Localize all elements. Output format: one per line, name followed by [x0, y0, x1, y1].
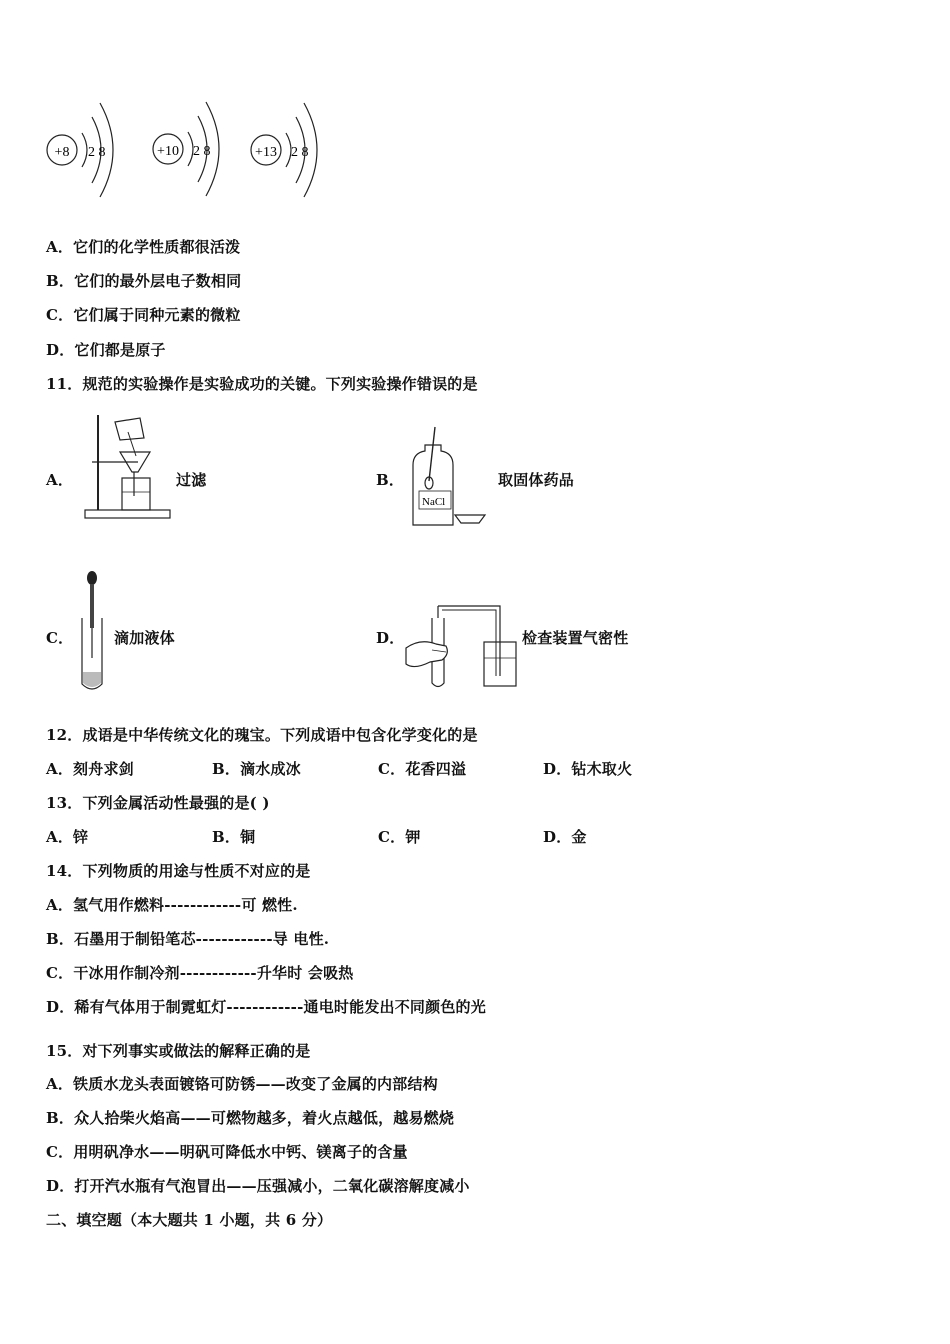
atom-diagram-neon: [153, 102, 219, 196]
q11-option-b-label: 取固体药品: [498, 471, 575, 489]
dropping-liquid-figure: [78, 568, 108, 694]
q10-option-b: B．它们的最外层电子数相同: [46, 272, 242, 290]
q12-stem: 12．成语是中华传统文化的瑰宝。下列成语中包含化学变化的是: [46, 726, 478, 744]
q14-option-c: C．干冰用作制冷剂------------升华时 会吸热: [46, 964, 354, 982]
atom-structure-diagrams: [40, 95, 340, 205]
q10-option-c: C．它们属于同种元素的微粒: [46, 306, 241, 324]
q11-option-c-label: 滴加液体: [114, 629, 175, 647]
filtration-apparatus-figure: [80, 410, 175, 528]
shell-electrons: 2 8: [88, 145, 106, 160]
shell-electrons: 2 8: [193, 144, 211, 159]
q13-option-c: C．钾: [378, 828, 421, 846]
q14-stem: 14．下列物质的用途与性质不对应的是: [46, 862, 311, 880]
shell-electrons: 2 8: [291, 145, 309, 160]
q11-option-b-letter: B．: [376, 471, 405, 489]
nucleus-label: +13: [255, 145, 277, 160]
q11-stem: 11．规范的实验操作是实验成功的关键。下列实验操作错误的是: [46, 375, 478, 393]
q14-option-d: D．稀有气体用于制霓虹灯------------通电时能发出不同颜色的光: [46, 998, 486, 1016]
atom-diagram-oxygen: [47, 103, 113, 197]
q15-option-d: D．打开汽水瓶有气泡冒出——压强减小，二氧化碳溶解度减小: [46, 1177, 470, 1195]
q13-option-b: B．铜: [212, 828, 256, 846]
q15-stem: 15．对下列事实或做法的解释正确的是: [46, 1042, 311, 1060]
q14-option-b: B．石墨用于制铅笔芯------------导 电性.: [46, 930, 330, 948]
q15-option-a: A．铁质水龙头表面镀铬可防锈——改变了金属的内部结构: [46, 1075, 438, 1093]
q11-option-a-label: 过滤: [176, 471, 207, 489]
q12-option-d: D．钻木取火: [543, 760, 633, 778]
q11-option-d-label: 检查装置气密性: [522, 629, 629, 647]
q12-option-a: A．刻舟求剑: [46, 760, 134, 778]
q11-option-c-letter: C．: [46, 629, 74, 647]
nucleus-label: +8: [54, 145, 70, 160]
q10-option-a: A．它们的化学性质都很活泼: [46, 238, 241, 256]
q15-option-c: C．用明矾净水——明矾可降低水中钙、镁离子的含量: [46, 1143, 408, 1161]
airtightness-check-figure: [402, 598, 522, 693]
atom-diagram-aluminum-ion: [251, 103, 317, 197]
solid-reagent-figure: [405, 425, 495, 530]
nucleus-label: +10: [157, 144, 179, 159]
q13-option-d: D．金: [543, 828, 587, 846]
q12-option-c: C．花香四溢: [378, 760, 467, 778]
q14-option-a: A．氢气用作燃料------------可 燃性.: [46, 896, 298, 914]
q15-option-b: B．众人拾柴火焰高——可燃物越多，着火点越低，越易燃烧: [46, 1109, 455, 1127]
q11-option-a-letter: A．: [46, 471, 74, 489]
q11-option-d-letter: D．: [376, 629, 405, 647]
q13-option-a: A．锌: [46, 828, 89, 846]
q13-stem: 13．下列金属活动性最强的是( ): [46, 794, 270, 812]
q12-option-b: B．滴水成冰: [212, 760, 301, 778]
section-heading: 二、填空题（本大题共 1 小题，共 6 分）: [46, 1211, 333, 1229]
q10-option-d: D．它们都是原子: [46, 341, 166, 359]
bottle-label: NaCl: [422, 496, 446, 508]
